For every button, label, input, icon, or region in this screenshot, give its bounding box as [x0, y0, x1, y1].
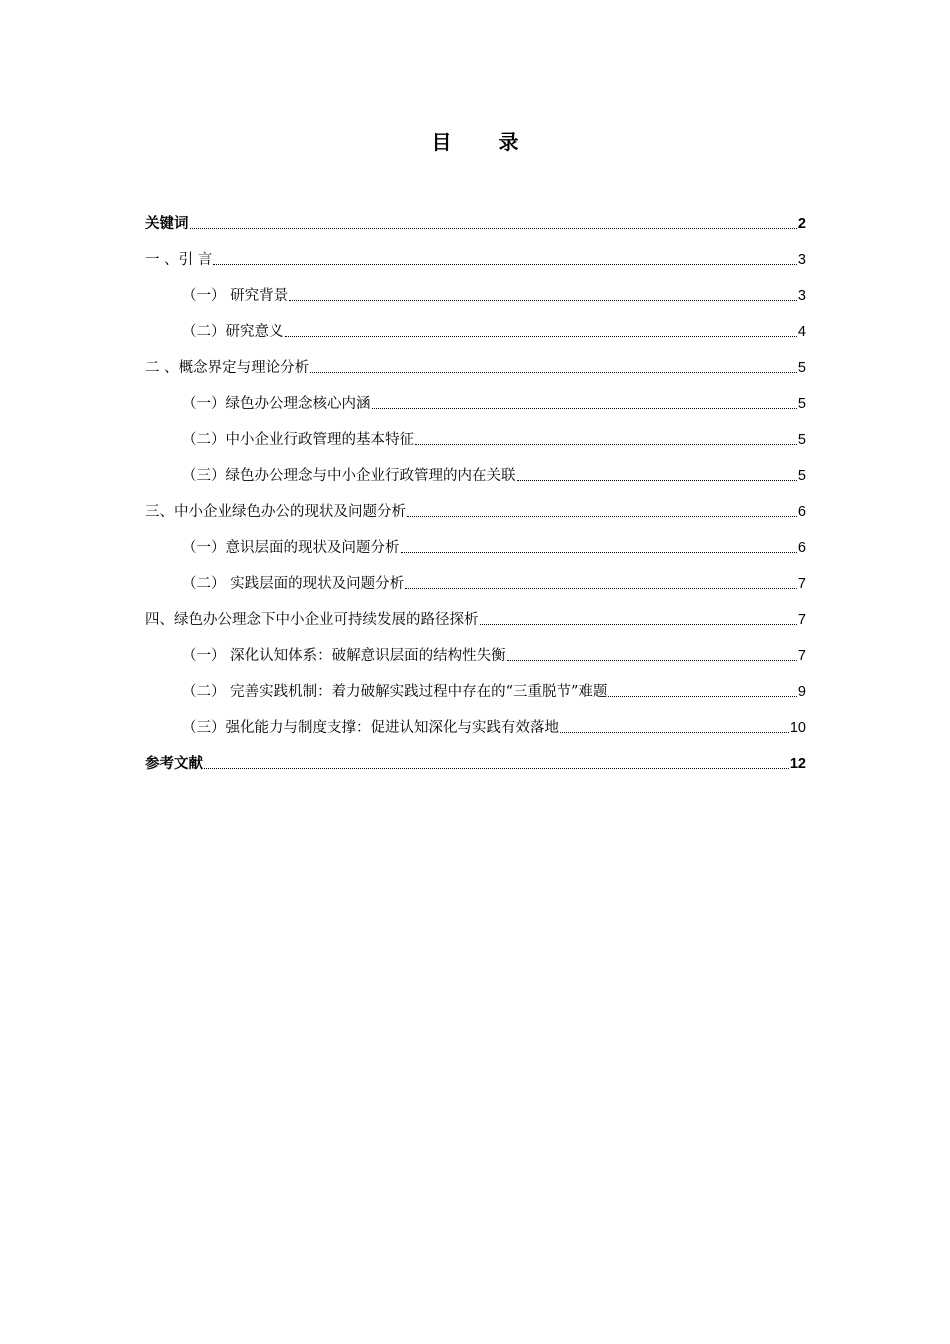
toc-entry-text: （二） 完善实践机制：着力破解实践过程中存在的“三重脱节”难题 [182, 684, 608, 700]
toc-entry-page: 3 [797, 288, 806, 304]
toc-leader-dots [285, 335, 797, 337]
toc-entry-text: （一）意识层面的现状及问题分析 [182, 540, 400, 556]
toc-entry-page: 6 [797, 504, 806, 520]
toc-entry-page: 5 [797, 468, 806, 484]
toc-leader-dots [517, 479, 797, 481]
toc-entry-text: 一 、引 言 [145, 252, 213, 268]
toc-entry-page: 5 [797, 432, 806, 448]
toc-leader-dots [401, 551, 797, 553]
toc-entry-page: 5 [797, 396, 806, 412]
toc-entry[interactable] [145, 306, 806, 342]
toc-leader-dots [372, 407, 797, 409]
toc-entry-text: （一） 研究背景 [182, 288, 289, 304]
toc-entry[interactable] [145, 234, 806, 270]
toc-leader-dots [190, 227, 797, 229]
toc-entry[interactable] [145, 486, 806, 522]
toc-entry-text: （一）绿色办公理念核心内涵 [182, 396, 371, 412]
toc-entry[interactable] [145, 198, 806, 234]
toc-entry-page: 6 [797, 540, 806, 556]
toc-title: 目 录 [431, 130, 539, 154]
toc-leader-dots [407, 515, 797, 517]
toc-entry[interactable] [145, 558, 806, 594]
toc-entry-page: 10 [789, 720, 806, 736]
toc-entry-text: 参考文献 [145, 755, 203, 772]
toc-entry[interactable] [145, 594, 806, 630]
toc-entry[interactable] [145, 522, 806, 558]
toc-leader-dots [480, 623, 797, 625]
toc-entry[interactable] [145, 450, 806, 486]
toc-entry[interactable] [145, 270, 806, 306]
toc-entry-page: 7 [797, 648, 806, 664]
toc-entry[interactable] [145, 630, 806, 666]
toc-leader-dots [289, 299, 797, 301]
toc-entry-text: （三）强化能力与制度支撑：促进认知深化与实践有效落地 [182, 720, 559, 736]
toc-entry-page: 2 [797, 216, 806, 232]
toc-entry-text: 二 、概念界定与理论分析 [145, 360, 310, 376]
toc-entry-text: 四、绿色办公理念下中小企业可持续发展的路径探析 [145, 612, 479, 628]
toc-entry[interactable] [145, 666, 806, 702]
toc-entry-text: （二）中小企业行政管理的基本特征 [182, 432, 414, 448]
toc-list [145, 198, 806, 774]
toc-entry-text: （二） 实践层面的现状及问题分析 [182, 576, 405, 592]
toc-entry-text: （二）研究意义 [182, 324, 284, 340]
toc-entry-page: 12 [789, 756, 806, 772]
toc-entry[interactable] [145, 342, 806, 378]
toc-leader-dots [310, 371, 797, 373]
toc-leader-dots [405, 587, 797, 589]
toc-entry-page: 5 [797, 360, 806, 376]
toc-entry[interactable] [145, 702, 806, 738]
toc-entry[interactable] [145, 738, 806, 774]
toc-leader-dots [204, 767, 789, 769]
toc-entry-text: （一） 深化认知体系：破解意识层面的结构性失衡 [182, 648, 506, 664]
toc-entry-page: 4 [797, 324, 806, 340]
toc-entry-page: 7 [797, 576, 806, 592]
toc-entry-text: 三、中小企业绿色办公的现状及问题分析 [145, 504, 406, 520]
toc-entry-page: 7 [797, 612, 806, 628]
toc-entry[interactable] [145, 378, 806, 414]
toc-entry-page: 3 [797, 252, 806, 268]
toc-leader-dots [560, 731, 789, 733]
toc-entry-text: （三）绿色办公理念与中小企业行政管理的内在关联 [182, 468, 516, 484]
toc-entry[interactable] [145, 414, 806, 450]
toc-leader-dots [415, 443, 797, 445]
toc-entry-text: 关键词 [145, 215, 189, 232]
toc-leader-dots [507, 659, 797, 661]
toc-entry-page: 9 [797, 684, 806, 700]
toc-leader-dots [213, 263, 797, 265]
toc-leader-dots [608, 695, 796, 697]
